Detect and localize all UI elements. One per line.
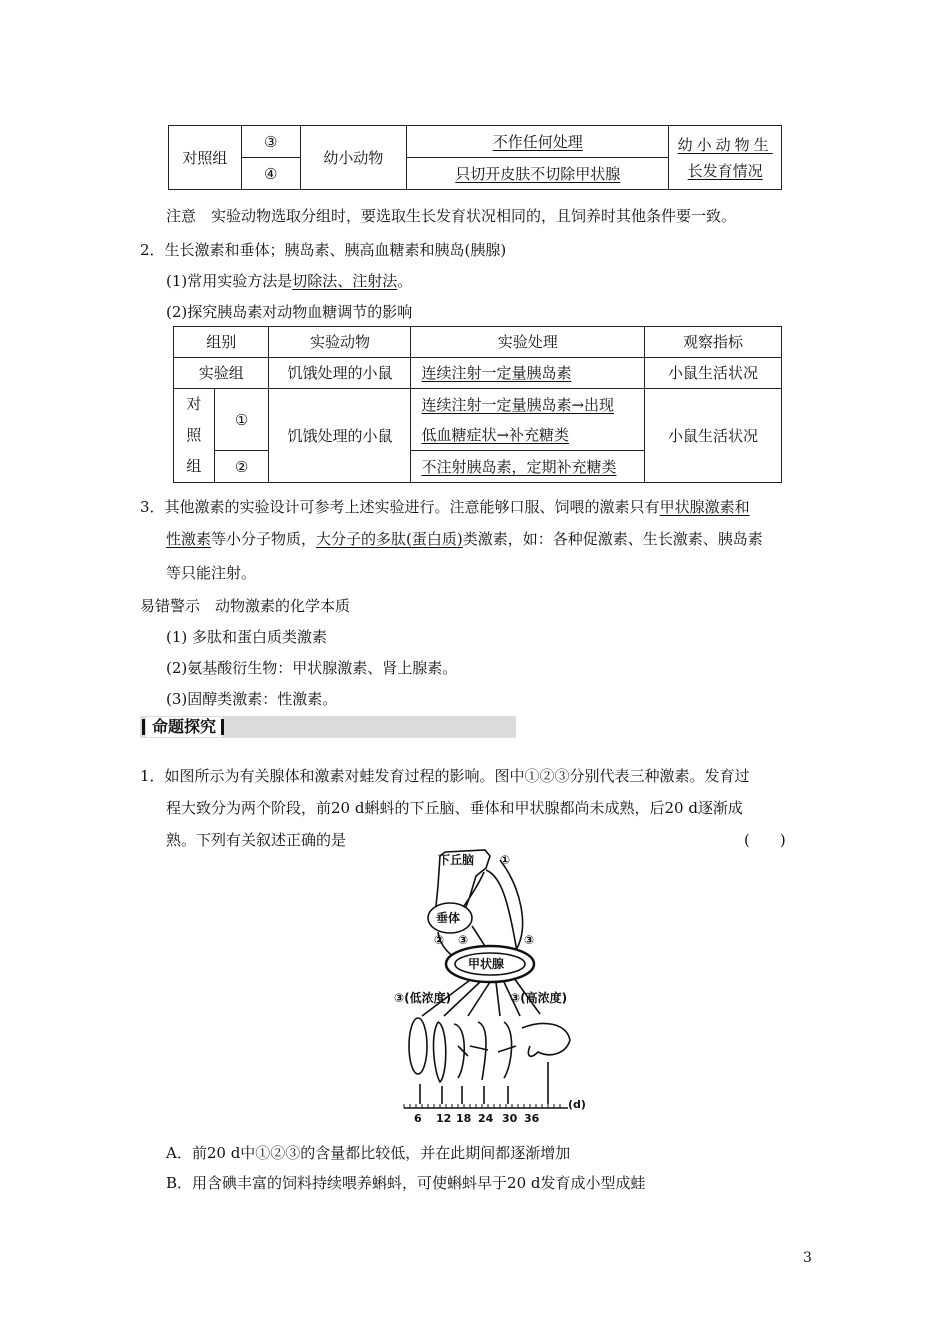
item-2-p1: (1)常用实验方法是切除法、注射法。	[166, 272, 413, 290]
control-number-2: ②	[214, 451, 269, 483]
item-3-line-3: 等只能注射。	[166, 564, 257, 582]
hormone-2-label: ②	[434, 933, 445, 947]
control-group-label: 对 照 组	[174, 389, 215, 483]
option-b: B．用含碘丰富的饲料持续喂养蝌蚪，可使蝌蚪早于20 d发育成小型成蛙	[166, 1174, 646, 1192]
hormone-3b-label: ③	[524, 933, 535, 947]
group-number: ③	[241, 126, 300, 158]
insulin-experiment-table	[173, 326, 782, 483]
pituitary-label: 垂体	[436, 911, 461, 925]
question-1-line-3: 熟。下列有关叙述正确的是	[166, 831, 347, 849]
question-1-line-1: 1．如图所示为有关腺体和激素对蛙发育过程的影响。图中①②③分别代表三种激素。发育过	[140, 767, 750, 785]
hypothalamus-label: 下丘脑	[438, 853, 475, 867]
header-group: 组别	[174, 327, 269, 358]
animal-cell: 幼小动物	[300, 126, 407, 190]
axis-tick-label: 24	[478, 1112, 494, 1125]
section-title: 命题探究	[146, 717, 222, 737]
ctrl-index: 小鼠生活状况	[644, 389, 781, 483]
group-number: ④	[241, 158, 300, 190]
experimental-group: 实验组	[174, 358, 269, 389]
header-animal: 实验动物	[269, 327, 411, 358]
thyroid-label: 甲状腺	[468, 957, 505, 971]
item-3-line-1: 3．其他激素的实验设计可参考上述实验进行。注意能够口服、饲喂的激素只有甲状腺激素和	[140, 498, 750, 516]
axis-unit: (d)	[568, 1098, 586, 1111]
frog-development-figure	[390, 846, 590, 1126]
group-label: 对照组	[169, 126, 242, 190]
axis-tick-label: 6	[414, 1112, 422, 1125]
page-number: 3	[803, 1250, 812, 1266]
header-index: 观察指标	[644, 327, 781, 358]
treatment-cell: 不作任何处理	[407, 126, 669, 158]
control-group-table	[168, 125, 782, 190]
high-concentration-label: ③(高浓度)	[510, 991, 568, 1005]
treatment-cell: 只切开皮肤不切除甲状腺	[407, 158, 669, 190]
hormone-1-label: ①	[500, 853, 511, 867]
header-treatment: 实验处理	[411, 327, 644, 358]
question-1-line-2: 程大致分为两个阶段，前20 d蝌蚪的下丘脑、垂体和甲状腺都尚未成熟，后20 d逐渐成	[166, 799, 743, 817]
warning-item-3: (3)固醇类激素：性激素。	[166, 690, 338, 708]
option-a: A．前20 d中①②③的含量都比较低，并在此期间都逐渐增加	[166, 1144, 571, 1162]
index-cell: 幼小动物生 长发育情况	[669, 126, 782, 190]
item-2-heading: 2．生长激素和垂体；胰岛素、胰高血糖素和胰岛(胰腺)	[140, 241, 507, 259]
axis-tick-label: 18	[456, 1112, 472, 1125]
warning-item-1: (1) 多肽和蛋白质类激素	[166, 628, 328, 646]
axis-tick-label: 36	[524, 1112, 540, 1125]
axis-tick-label: 12	[436, 1112, 452, 1125]
low-concentration-label: ③(低浓度)	[394, 991, 452, 1005]
warning-item-2: (2)氨基酸衍生物：甲状腺激素、肾上腺素。	[166, 659, 458, 677]
ctrl-2-treatment: 不注射胰岛素，定期补充糖类	[411, 451, 644, 483]
exp-animal: 饥饿处理的小鼠	[269, 358, 411, 389]
item-3-line-2: 性激素等小分子物质，大分子的多肽(蛋白质)类激素，如：各种促激素、生长激素、胰岛素	[166, 530, 763, 548]
ctrl-1-treatment: 连续注射一定量胰岛素→出现 低血糖症状→补充糖类	[411, 389, 644, 451]
warning-title: 易错警示 动物激素的化学本质	[140, 597, 351, 615]
item-2-p2: (2)探究胰岛素对动物血糖调节的影响	[166, 303, 413, 321]
control-number-1: ①	[214, 389, 269, 451]
exp-treatment: 连续注射一定量胰岛素	[411, 358, 644, 389]
answer-bracket: ( )	[744, 831, 786, 849]
note-text: 注意 实验动物选取分组时，要选取生长发育状况相同的，且饲养时其他条件要一致。	[166, 207, 737, 225]
axis-tick-label: 30	[502, 1112, 518, 1125]
ctrl-animal: 饥饿处理的小鼠	[269, 389, 411, 483]
hormone-3a-label: ③	[458, 933, 469, 947]
exp-index: 小鼠生活状况	[644, 358, 781, 389]
